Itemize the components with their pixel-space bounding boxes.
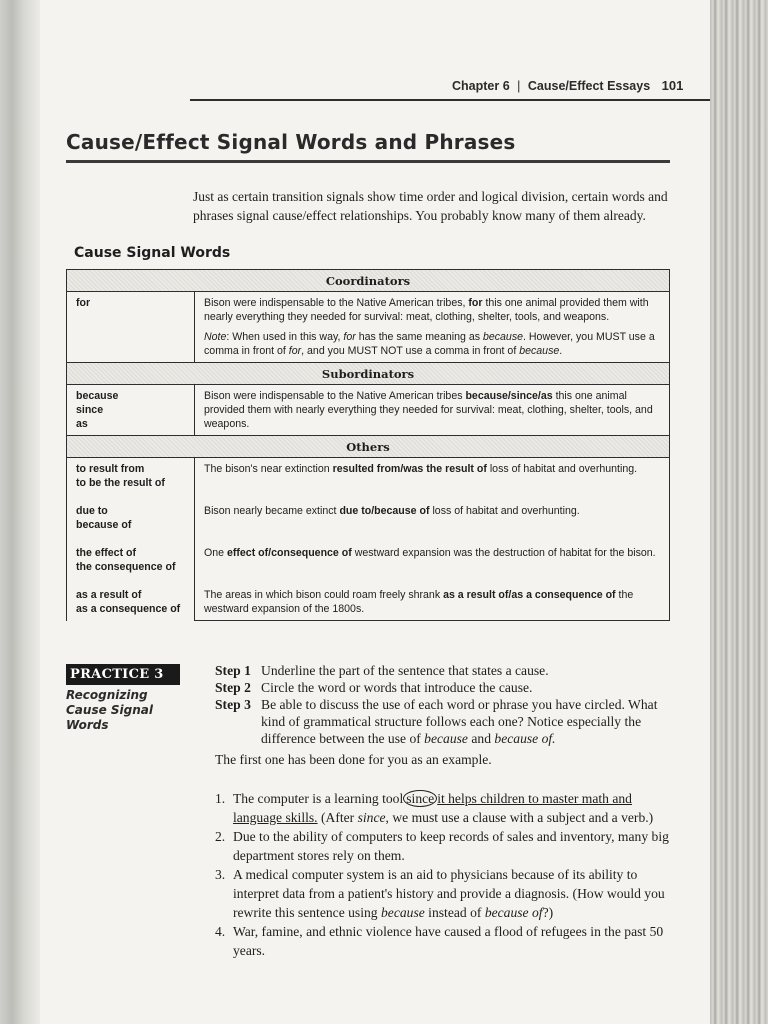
scan-edge-right: [710, 0, 768, 1024]
table-row: [67, 292, 670, 363]
item-term: since: [357, 810, 386, 825]
example-text: The bison's near extinction: [204, 463, 333, 475]
signal-word: the effect of: [76, 547, 137, 559]
step-2: [215, 679, 675, 696]
note-text: , and you MUST NOT use a comma in front of: [301, 345, 520, 357]
step-text: Underline the part of the sentence that states a cause.: [261, 663, 549, 678]
example-text: Bison were indispensable to the Native American tribes,: [204, 297, 469, 309]
signal-word: since: [76, 404, 104, 416]
example-signal: effect of/consequence of: [226, 547, 352, 559]
note-text: . However, you MUST use a comma in front of: [204, 331, 655, 357]
underlined-cause: it helps children to master math and language skills.: [233, 791, 632, 825]
example-signal: for: [468, 297, 483, 309]
group-row-coordinators: [67, 270, 670, 292]
step-text-part: Be able to discuss the use of each word or phrase you have circled. What kind of grammatical structure follows each one? Notice especially the difference between the use of: [261, 697, 658, 746]
list-item: [215, 922, 675, 960]
section-title: Cause Signal Words: [74, 245, 231, 261]
signal-word: because: [76, 390, 119, 402]
table-row: [67, 458, 670, 621]
note-label: Note: [204, 331, 227, 343]
note-term: for: [288, 345, 302, 357]
page-number: 101: [661, 78, 684, 93]
example-text: loss of habitat and overhunting.: [429, 505, 580, 517]
signal-words-cell: [67, 458, 195, 621]
example-note: The first one has been done for you as an example.: [215, 752, 492, 767]
item-text: [233, 789, 675, 827]
step-text-part: and: [467, 731, 495, 746]
item-text: [233, 865, 675, 922]
signal-word: to result from: [76, 463, 145, 475]
example-cell: [195, 458, 670, 621]
step-label: Step 2: [215, 680, 251, 695]
step-text: [261, 696, 675, 747]
practice-subtitle: [66, 688, 186, 733]
table-row: [67, 385, 670, 436]
signal-word: to be the result of: [76, 477, 165, 489]
example-cell: [195, 385, 670, 436]
practice-steps: [215, 662, 675, 747]
signal-word: as a result of: [76, 589, 142, 601]
item-text-part: A medical computer system is an aid to physicians because of its ability to interpret data from a patient's history and provide a diagnosis. (How would you rewrite this sentence using: [233, 867, 665, 920]
example-text: One: [204, 547, 227, 559]
title-rule: [66, 160, 670, 163]
item-text-part: (After: [317, 810, 358, 825]
practice-badge: PRACTICE 3: [66, 664, 180, 685]
example-text: this one animal provided them with nearly everything they needed for survival: meat, clothing, shelter, tools, and weapons.: [204, 390, 653, 430]
group-heading-coordinators: Coordinators: [67, 270, 670, 292]
item-term: because: [380, 905, 425, 920]
signal-words-cell: [67, 385, 195, 436]
usage-note: [204, 330, 660, 358]
list-item: [215, 865, 675, 922]
practice-subtitle-line: Cause Signal: [66, 703, 154, 717]
note-term: for: [343, 331, 356, 343]
example-text: westward expansion was the destruction of habitat for the bison.: [351, 547, 656, 559]
example-signal: because/since/as: [465, 390, 553, 402]
signal-words-table: [66, 269, 670, 621]
example-signal: as a result of/as a consequence of: [443, 589, 616, 601]
step-label: Step 3: [215, 697, 251, 712]
item-term: because of: [484, 905, 543, 920]
item-text: War, famine, and ethnic violence have caused a flood of refugees in the past 50 years.: [233, 924, 664, 958]
item-text-part: ?): [542, 905, 554, 920]
item-text-part: The computer is a learning tool: [233, 791, 404, 806]
example-text: Bison nearly became extinct: [204, 505, 340, 517]
item-number: 3.: [215, 867, 226, 882]
note-text: has the same meaning as: [355, 331, 483, 343]
item-text: Due to the ability of computers to keep records of sales and inventory, many big department stores rely on them.: [233, 829, 669, 863]
example-sentence: [204, 462, 660, 504]
example-cell: [195, 292, 670, 363]
item-text-part: , we must use a clause with a subject and a verb.): [385, 810, 654, 825]
example-text: loss of habitat and overhunting.: [486, 463, 638, 475]
note-term: because: [482, 331, 524, 343]
example-sentence: [204, 504, 660, 546]
group-heading-others: Others: [67, 436, 670, 458]
note-term: because: [519, 345, 560, 357]
signal-word: as: [76, 418, 88, 430]
step-text: Circle the word or words that introduce the cause.: [261, 680, 533, 695]
step-3: [215, 696, 675, 747]
step-1: [215, 662, 675, 679]
example-text: The areas in which bison could roam freely shrank: [204, 589, 444, 601]
example-sentence: [204, 546, 660, 588]
page-title: Cause/Effect Signal Words and Phrases: [66, 130, 516, 154]
group-row-others: [67, 436, 670, 458]
example-signal: resulted from/was the result of: [332, 463, 487, 475]
item-number: 4.: [215, 924, 226, 939]
signal-word: as a consequence of: [76, 603, 181, 615]
item-number: 2.: [215, 829, 226, 844]
practice-subtitle-line: Recognizing: [66, 688, 148, 702]
running-head-separator: |: [517, 79, 521, 93]
signal-word: because of: [76, 519, 132, 531]
signal-word: the consequence of: [76, 561, 176, 573]
running-head: [452, 78, 683, 93]
signal-word: due to: [76, 505, 108, 517]
note-text: .: [559, 345, 563, 357]
chapter-label: Chapter 6: [452, 79, 510, 93]
example-signal: due to/because of: [339, 505, 430, 517]
exercise-list: [215, 789, 675, 960]
practice-subtitle-line: Words: [66, 718, 109, 732]
group-heading-subordinators: Subordinators: [67, 363, 670, 385]
item-number: 1.: [215, 791, 226, 806]
example-text: Bison were indispensable to the Native American tribes: [204, 390, 466, 402]
signal-word: for: [67, 292, 195, 363]
scan-edge-left: [0, 0, 40, 1024]
list-item: [215, 789, 675, 827]
intro-paragraph: Just as certain transition signals show time order and logical division, certain words and phrases signal cause/effect relationships. You probably know many of them already.: [193, 189, 668, 223]
step-term: because: [424, 731, 468, 746]
step-label: Step 1: [215, 663, 251, 678]
note-text: : When used in this way,: [226, 331, 344, 343]
step-term: because of.: [494, 731, 556, 746]
example-sentence: [204, 296, 660, 324]
list-item: [215, 827, 675, 865]
running-head-title: Cause/Effect Essays: [527, 79, 651, 93]
example-sentence: [204, 588, 660, 616]
circled-signal-word: since: [403, 790, 437, 807]
example-text: this one animal provided them with nearly everything they needed for survival: meat, clothing, shelter, tools, and weapons.: [204, 297, 649, 323]
header-rule: [190, 99, 710, 101]
group-row-subordinators: [67, 363, 670, 385]
example-text: the westward expansion of the 1800s.: [204, 589, 634, 615]
item-text-part: instead of: [424, 905, 485, 920]
